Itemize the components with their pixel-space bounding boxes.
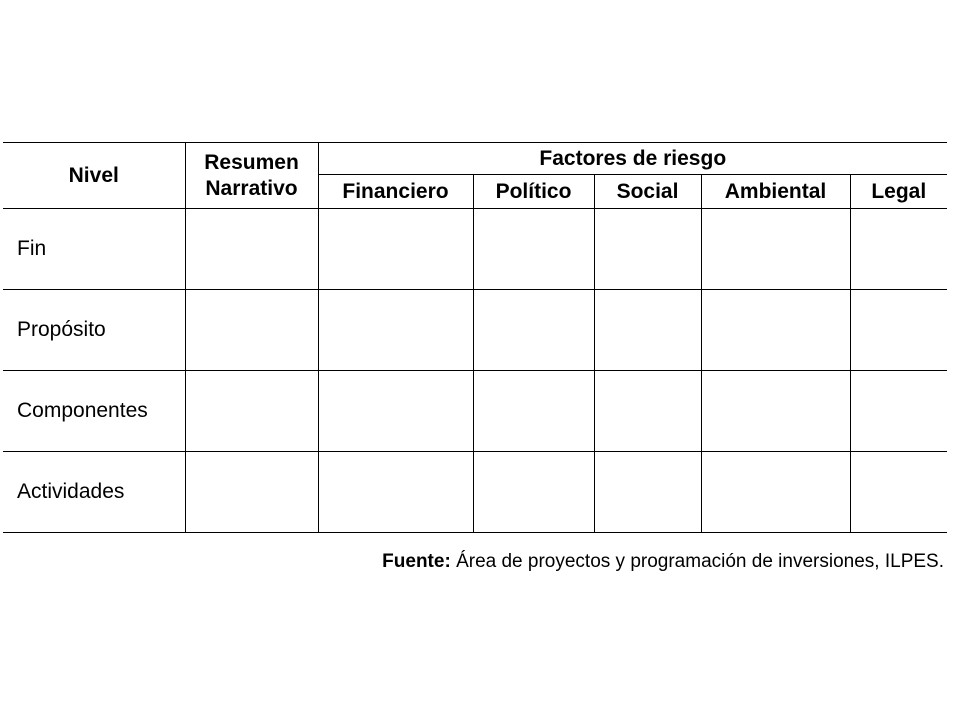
header-factor-financiero: Financiero [318, 175, 473, 209]
row-level-label: Propósito [3, 290, 185, 371]
table-cell [185, 290, 318, 371]
table-cell [850, 290, 947, 371]
header-factor-politico: Político [473, 175, 594, 209]
table-cell [318, 290, 473, 371]
table-cell [701, 371, 850, 452]
table-row [3, 209, 947, 290]
header-factor-legal: Legal [850, 175, 947, 209]
header-level: Nivel [3, 143, 185, 209]
table-cell [185, 452, 318, 533]
table-cell [185, 371, 318, 452]
table-cell [701, 290, 850, 371]
table-cell [594, 371, 701, 452]
table-row [3, 290, 947, 371]
source-text: Área de proyectos y programación de inversiones, ILPES. [456, 551, 944, 572]
table-cell [850, 209, 947, 290]
table-cell [473, 209, 594, 290]
table-cell [594, 290, 701, 371]
table-cell [850, 452, 947, 533]
table-cell [701, 209, 850, 290]
header-summary: Resumen Narrativo [185, 143, 318, 209]
row-level-label: Fin [3, 209, 185, 290]
table-cell [594, 452, 701, 533]
table-cell [701, 452, 850, 533]
table-cell [473, 452, 594, 533]
header-factor-social: Social [594, 175, 701, 209]
table-cell [850, 371, 947, 452]
header-factor-ambiental: Ambiental [701, 175, 850, 209]
table-row [3, 371, 947, 452]
source-note [382, 551, 944, 573]
header-row-top [3, 143, 947, 175]
table-cell [185, 209, 318, 290]
table-cell [318, 371, 473, 452]
table-cell [318, 209, 473, 290]
source-label: Fuente: [382, 551, 451, 572]
table-row [3, 452, 947, 533]
header-risk-group: Factores de riesgo [318, 143, 947, 175]
table-cell [473, 371, 594, 452]
table-cell [594, 209, 701, 290]
row-level-label: Actividades [3, 452, 185, 533]
table-cell [318, 452, 473, 533]
table-cell [473, 290, 594, 371]
row-level-label: Componentes [3, 371, 185, 452]
risk-matrix-table [3, 142, 947, 533]
